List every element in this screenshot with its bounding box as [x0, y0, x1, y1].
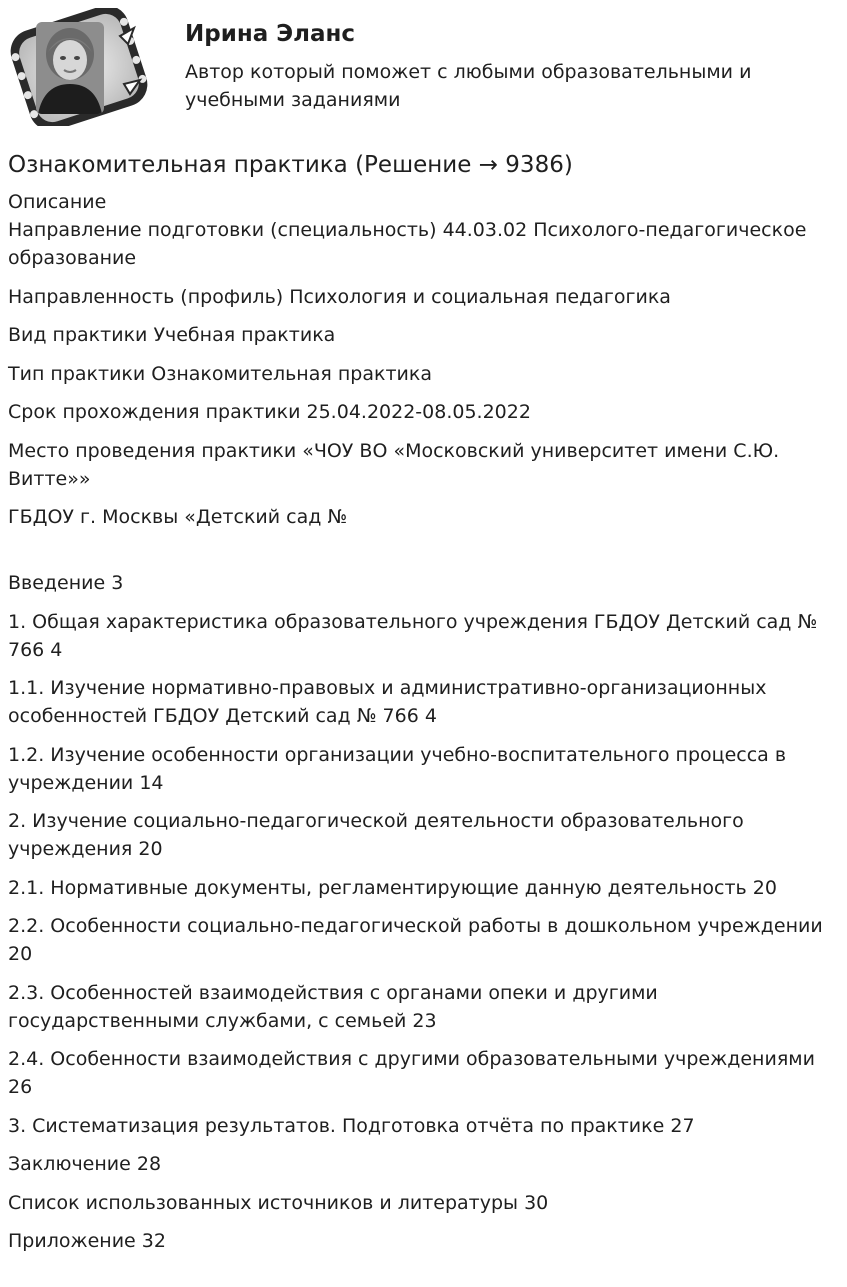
author-bio: Автор который поможет с любыми образовательными и учебными заданиями [185, 61, 752, 111]
toc-item: Заключение 28 [8, 1153, 162, 1175]
toc-item: 1. Общая характеристика образовательного учреждения ГБДОУ Детский сад № 766 4 [8, 610, 818, 661]
toc-item: Список использованных источников и литературы 30 [8, 1191, 549, 1214]
toc-item: 2.2. Особенности социально-педагогической работы в дошкольном учреждении 20 [8, 915, 823, 965]
detail-line: Место проведения практики «ЧОУ ВО «Московский университет имени С.Ю. Витте»» [8, 439, 780, 490]
author-avatar[interactable] [8, 8, 150, 126]
detail-line: Вид практики Учебная практика [8, 324, 336, 346]
toc-item: 3. Систематизация результатов. Подготовка отчёта по практике 27 [8, 1114, 695, 1137]
detail-line: Тип практики Ознакомительная практика [8, 362, 432, 385]
toc-item: 1.2. Изучение особенности организации учебно-воспитательного процесса в учреждении 14 [8, 743, 787, 794]
document-title: Ознакомительная практика (Решение → 9386) [8, 152, 573, 178]
toc-item: 2.1. Нормативные документы, регламентирующие данную деятельность 20 [8, 876, 777, 899]
document-content [8, 216, 828, 1266]
detail-line: Направленность (профиль) Психология и социальная педагогика [8, 285, 671, 308]
section-label-description: Описание [8, 191, 107, 213]
toc-item: 1.1. Изучение нормативно-правовых и административно-организационных особенностей ГБДОУ Детский сад № 766 4 [8, 677, 767, 727]
toc-item: 2.4. Особенности взаимодействия с другими образовательными учреждениями 26 [8, 1048, 815, 1098]
detail-line: Срок прохождения практики 25.04.2022-08.05.2022 [8, 401, 531, 423]
toc-item: Приложение 32 [8, 1230, 166, 1252]
detail-line: Направление подготовки (специальность) 44.03.02 Психолого-педагогическое образование [8, 219, 807, 269]
toc-item: Введение 3 [8, 572, 124, 594]
author-card [8, 8, 838, 128]
toc-item: 2.3. Особенностей взаимодействия с органами опеки и другими государственными службами, с семьей 23 [8, 981, 658, 1032]
author-name[interactable]: Ирина Эланс [185, 21, 356, 47]
detail-line: ГБДОУ г. Москвы «Детский сад № [8, 506, 348, 528]
toc-item: 2. Изучение социально-педагогической деятельности образовательного учреждения 20 [8, 810, 744, 860]
